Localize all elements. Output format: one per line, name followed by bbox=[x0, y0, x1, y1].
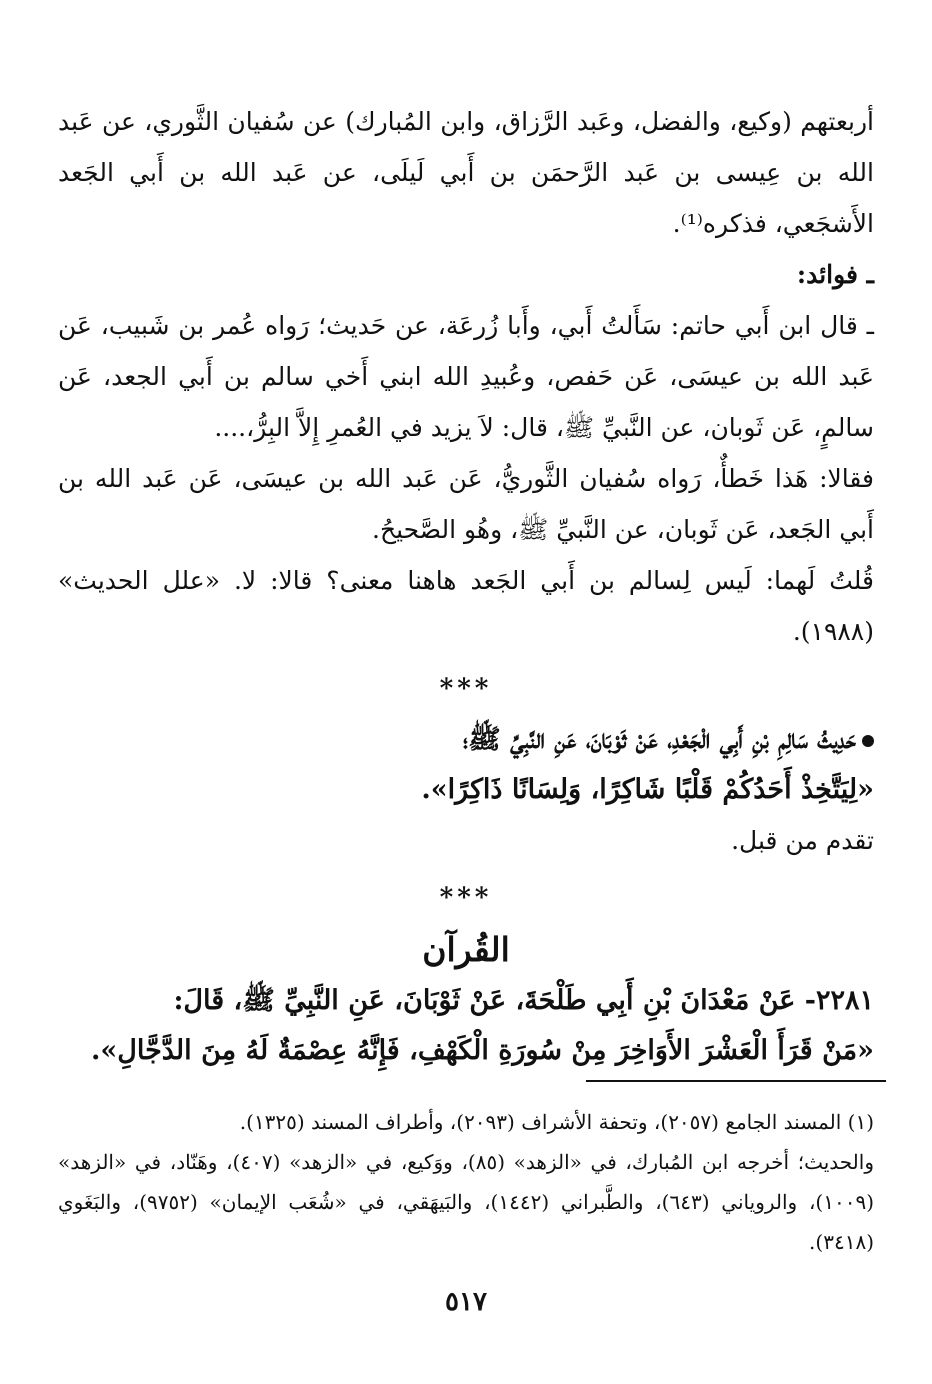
hadith-text-line: «لِيَتَّخِذْ أَحَدُكُمْ قَلْبًا شَاكِرًا، وَلِسَانًا ذَاكِرًا». bbox=[421, 774, 874, 805]
reply-paragraph: فقالا: هَذا خَطأٌ، رَواه سُفيان الثَّوريُّ، عَن عَبد الله بن عيسَى، عَن عَبد الله بن أَبي الجَعد، عَن ثَوبان، عن النَّبيِّ ﷺ، وهُو الصَّحيحُ. bbox=[58, 464, 874, 544]
footnote-divider bbox=[586, 1080, 886, 1082]
page-number: ٥١٧ bbox=[445, 1287, 487, 1317]
fawaid-heading: ـ فوائد: bbox=[796, 260, 874, 289]
footnote-continuation: والحديث؛ أخرجه ابن المُبارك، في «الزهد» (٨٥)، ووَكيع، في «الزهد» (٤٠٧)، وهَنّاد، في «الزهد» (١٠٠٩)، والروياني (٦٤٣)، والطَّبراني (١٤٤٢)، والبَيهَقي، في «شُعَب الإيمان» (٩٧٥٢)، والبَغَوي (٣٤١٨). bbox=[58, 1150, 875, 1254]
hadith-heading-line bbox=[58, 715, 874, 765]
main-text bbox=[58, 96, 874, 1076]
section-title: القُرآن bbox=[422, 930, 510, 969]
ibn-abi-hatim-paragraph: ـ قال ابن أَبي حاتم: سَأَلتُ أَبي، وأَبا زُرعَة، عن حَديث؛ رَواه عُمر بن شَبيب، عَن عَبد الله بن عيسَى، عَن حَفص، وعُبيدِ الله ابني أَخي سالم بن أَبي الجعد، عَن سالمٍ، عَن ثَوبان، عن النَّبيِّ ﷺ، قال: لاَ يزيد في العُمرِ إِلاَّ البِرُّ،.... bbox=[58, 311, 874, 442]
hadith-numbered-text: «مَنْ قَرَأَ الْعَشْرَ الأَوَاخِرَ مِنْ سُورَةِ الْكَهْفِ، فَإِنَّهُ عِصْمَةٌ لَهُ مِنَ الدَّجَّالِ». bbox=[90, 1035, 874, 1066]
separator-stars: *** bbox=[439, 674, 493, 704]
footnote-1: (١) المسند الجامع (٢٠٥٧)، وتحفة الأشراف (٢٠٩٣)، وأطراف المسند (١٣٢٥). bbox=[239, 1110, 874, 1134]
question-paragraph: قُلتُ لَهما: لَيس لِسالم بن أَبي الجَعد هاهنا معنى؟ قالا: لا. «علل الحديث» (١٩٨٨). bbox=[58, 566, 874, 646]
previously-mentioned-note: تقدم من قبل. bbox=[731, 826, 874, 855]
hadith-numbered-line: ٢٢٨١- عَنْ مَعْدَانَ بْنِ أَبِي طَلْحَةَ، عَنْ ثَوْبَانَ، عَنِ النَّبِيِّ ﷺ، قَالَ: bbox=[173, 985, 874, 1016]
separator-stars: *** bbox=[439, 883, 493, 913]
bullet-icon bbox=[862, 735, 874, 747]
footnotes bbox=[58, 1102, 874, 1262]
hadith-heading-text: حَدِيثُ سَالِمِ بْنِ أَبِي الْجَعْدِ، عَنْ ثَوْبَانَ، عَنِ النَّبِيِّ ﷺ؛ bbox=[462, 724, 856, 755]
chain-paragraph: أربعتهم (وكيع، والفضل، وعَبد الرَّزاق، وابن المُبارك) عن سُفيان الثَّوري، عن عَبد الله بن عِيسى بن عَبد الرَّحمَن بن أَبي لَيلَى، عن عَبد الله بن أَبي الجَعد الأَشجَعي، فذكره⁽¹⁾. bbox=[58, 107, 874, 238]
